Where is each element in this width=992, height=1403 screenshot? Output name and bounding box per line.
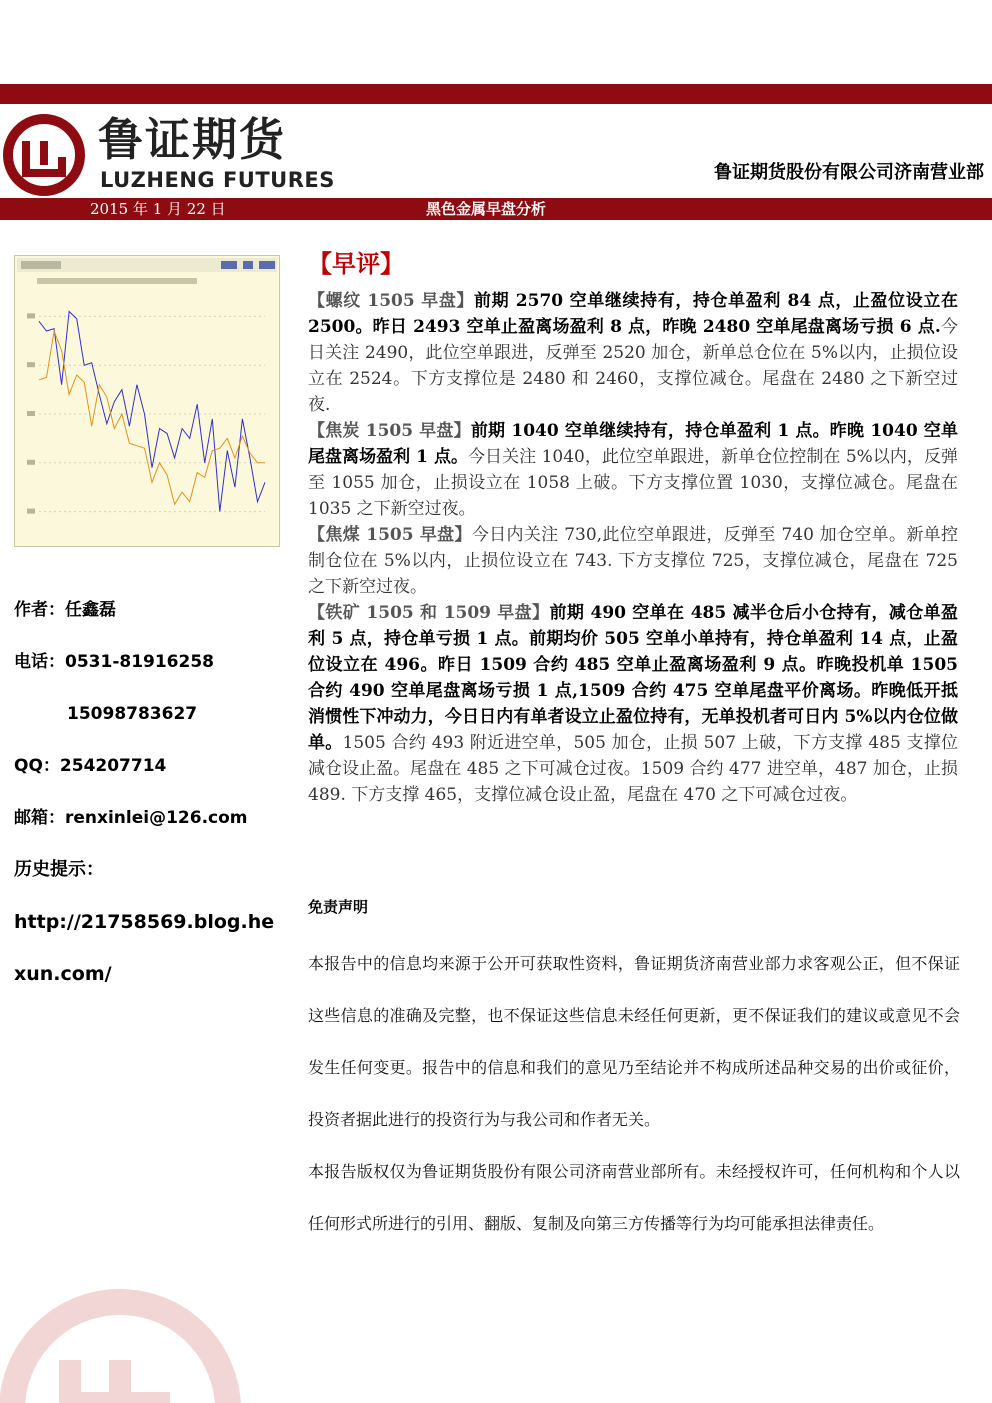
company-name: 鲁证期货股份有限公司济南营业部 (714, 162, 984, 183)
price-chart (14, 255, 280, 547)
analysis-item-iron-ore (308, 600, 958, 808)
phone-label: 电话： (14, 652, 65, 672)
author-name: 任鑫磊 (65, 600, 116, 620)
blog-link-line2[interactable]: xun.com/ (14, 963, 112, 985)
header-top-bar (0, 84, 992, 104)
analysis-item-rebar (308, 288, 958, 418)
email-label: 邮箱： (14, 808, 65, 828)
analysis-item-coke (308, 418, 958, 522)
analysis-item-coking-coal (308, 522, 958, 600)
author-row (14, 598, 116, 622)
item-tag: 【焦炭 1505 早盘】 (308, 421, 471, 441)
qq-label: QQ： (14, 756, 60, 776)
phone-row (14, 650, 214, 674)
logo-en-text: LUZHENG FUTURES (100, 168, 335, 192)
chart-y-tick (27, 313, 35, 318)
disclaimer-paragraph: 本报告版权仅为鲁证期货股份有限公司济南营业部所有。未经授权许可，任何机构和个人以任何形式所进行的引用、翻版、复制及向第三方传播等行为均可能承担法律责任。 (308, 1162, 960, 1233)
chart-toolbar-label (21, 261, 61, 269)
logo-cn-text: 鲁证期货 (98, 113, 287, 166)
chart-y-tick (27, 509, 35, 514)
chart-y-tick (27, 460, 35, 465)
chart-toolbar-button (243, 261, 253, 269)
logo-watermark-icon (0, 1270, 260, 1403)
blog-link-line1[interactable]: http://21758569.blog.he (14, 911, 275, 933)
luzheng-logo-icon (2, 113, 86, 197)
chart-series-line (39, 331, 265, 504)
qq-row (14, 754, 166, 778)
chart-toolbar-button (259, 261, 275, 269)
analysis-body (308, 288, 958, 808)
email-row (14, 806, 248, 830)
disclaimer-body (308, 938, 960, 1250)
chart-grid (27, 313, 265, 513)
item-bold: 前期 2570 空单继续持有，持仓单盈利 84 点，止盈位设立在 2500。昨日 2493 空单止盈离场盈利 8 点，昨晚 2480 空单尾盘离场亏损 6 点. (308, 291, 958, 337)
item-tag: 【螺纹 1505 早盘】 (308, 291, 475, 311)
qq-number: 254207714 (59, 756, 167, 776)
item-text: 今日内关注 730,此位空单跟进，反弹至 740 加仓空单。新单控制仓位在 5%以内，止损位设立在 743. 下方支撑位 725，支撑位减仓，尾盘在 725 之下新空过夜。 (308, 525, 959, 597)
item-bold: 前期 490 空单在 485 减半仓后小仓持有，减仓单盈利 5 点，持仓单亏损 1 点。前期均价 505 空单小单持有，持仓单盈利 14 点，止盈位设立在 496。昨日 1509 合约 485 空单止盈离场盈利 9 点。昨晚投机单 1505 合约 490 空单尾盘离场亏损 1 点,1509 合约 475 空单尾盘平价离场。昨晚低开抵消惯性下冲动力，今日日内有单者设立止盈位持有，无单投机者可日内 5%以内仓位做单。 (308, 603, 958, 753)
item-tag: 【铁矿 1505 和 1509 早盘】 (308, 603, 550, 623)
phone-number: 0531-81916258 (65, 652, 214, 672)
report-title: 黑色金属早盘分析 (426, 200, 547, 218)
chart-y-tick (27, 411, 35, 416)
item-tag: 【焦煤 1505 早盘】 (308, 525, 472, 545)
price-chart-svg (15, 256, 279, 546)
author-label: 作者： (14, 600, 65, 620)
disclaimer-paragraph: 本报告中的信息均来源于公开可获取性资料，鲁证期货济南营业部力求客观公正，但不保证这些信息的准确及完整，也不保证这些信息未经任何更新，更不保证我们的建议或意见不会发生任何变更。报告中的信息和我们的意见乃至结论并不构成所述品种交易的出价或征价，投资者据此进行的投资行为与我公司和作者无关。 (308, 954, 960, 1129)
header-sub-bar (0, 198, 992, 220)
item-text: 今日关注 2490，此位空单跟进，反弹至 2520 加仓，新单总仓位在 5%以内，止损位设立在 2524。下方支撑位是 2480 和 2460，支撑位减仓。尾盘在 2480 之下新空过夜. (308, 317, 958, 415)
chart-toolbar-button (221, 261, 237, 269)
report-date: 2015 年 1 月 22 日 (90, 200, 226, 218)
mobile-number: 15098783627 (67, 704, 198, 724)
chart-y-tick (27, 362, 35, 367)
item-text: 今日关注 1040，此位空单跟进，新单仓位控制在 5%以内，反弹至 1055 加仓，止损设立在 1058 上破。下方支撑位置 1030，支撑位减仓。尾盘在 1035 之下新空过夜。 (308, 447, 958, 519)
section-title: 【早评】 (308, 249, 404, 278)
item-text: 1505 合约 493 附近进空单，505 加仓，止损 507 上破，下方支撑 485 支撑位减仓设止盈。尾盘在 485 之下可减仓过夜。1509 合约 477 进空单，487 加仓，止损 489. 下方支撑 465，支撑位减仓设止盈，尾盘在 470 之下可减仓过夜。 (308, 733, 958, 805)
email-address[interactable]: renxinlei@126.com (65, 808, 248, 828)
history-label: 历史提示： (14, 859, 104, 880)
disclaimer-title: 免责声明 (308, 898, 369, 916)
chart-lines (39, 312, 265, 512)
item-bold: 前期 1040 空单继续持有，持仓单盈利 1 点。昨晚 1040 空单尾盘离场盈利 1 点。 (308, 421, 959, 467)
chart-legend-strip (37, 278, 197, 284)
